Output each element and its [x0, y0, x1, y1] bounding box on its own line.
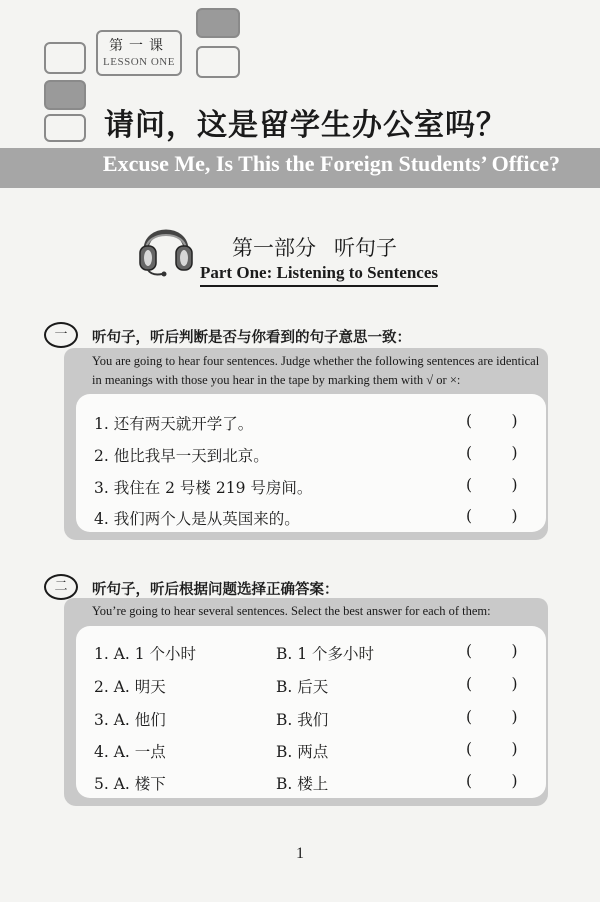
- option-b: B. 楼上: [276, 775, 329, 793]
- answer-blank[interactable]: ( ): [466, 444, 518, 462]
- list-item: 3. 我住在 2 号楼 219 号房间。: [94, 479, 313, 497]
- section-marker-1: 一: [44, 322, 78, 348]
- decor-square: [196, 8, 240, 38]
- section-marker-2: 二: [44, 574, 78, 600]
- lesson-number-en: LESSON ONE: [103, 56, 175, 68]
- page-number: 1: [296, 845, 304, 862]
- lesson-label: [96, 30, 182, 76]
- list-item: 1. 还有两天就开学了。: [94, 415, 254, 433]
- lesson-number-zh: 第一课: [109, 38, 169, 54]
- option-b: B. 后天: [276, 678, 329, 696]
- answer-blank[interactable]: ( ): [466, 740, 518, 758]
- list-item: 3. A. 他们: [94, 711, 166, 729]
- decor-square: [44, 42, 86, 74]
- headphones-icon: [138, 216, 194, 278]
- answer-blank[interactable]: ( ): [466, 708, 518, 726]
- section2-instruction-en: You’re going to hear several sentences. Select the best answer for each of them:: [92, 604, 491, 618]
- answer-blank[interactable]: ( ): [466, 476, 518, 494]
- option-b: B. 1 个多小时: [276, 645, 375, 663]
- answer-blank[interactable]: ( ): [466, 675, 518, 693]
- section1-instruction-zh: 听句子，听后判断是否与你看到的句子意思一致：: [92, 330, 411, 346]
- lesson-title-zh: 请问，这是留学生办公室吗？: [104, 108, 507, 143]
- lesson-title-en: Excuse Me, Is This the Foreign Students’ Office?: [102, 151, 560, 176]
- list-item: 5. A. 楼下: [94, 775, 166, 793]
- list-item: 4. A. 一点: [94, 743, 166, 761]
- part-heading-zh: [232, 232, 397, 262]
- option-b: B. 两点: [276, 743, 329, 761]
- list-item: 1. A. 1 个小时: [94, 645, 197, 663]
- decor-square: [44, 114, 86, 142]
- answer-blank[interactable]: ( ): [466, 507, 518, 525]
- part-number-zh: 第一部分: [232, 236, 316, 260]
- list-item: 2. 他比我早一天到北京。: [94, 447, 269, 465]
- part-heading-en: Part One: Listening to Sentences: [200, 263, 438, 287]
- section1-instruction-en-line1: You are going to hear four sentences. Judge whether the following sentences are identical: [92, 354, 540, 368]
- option-b: B. 我们: [276, 711, 329, 729]
- decor-square: [44, 80, 86, 110]
- decor-square: [196, 46, 240, 78]
- section2-instruction-zh: 听句子，听后根据问题选择正确答案：: [92, 582, 339, 598]
- list-item: 4. 我们两个人是从英国来的。: [94, 510, 300, 528]
- answer-blank[interactable]: ( ): [466, 772, 518, 790]
- list-item: 2. A. 明天: [94, 678, 166, 696]
- part-topic-zh: 听句子: [334, 236, 397, 260]
- answer-blank[interactable]: ( ): [466, 642, 518, 660]
- section1-instruction-en-line2: in meanings with those you hear in the tape by marking them with √ or ×:: [92, 373, 461, 387]
- answer-blank[interactable]: ( ): [466, 412, 518, 430]
